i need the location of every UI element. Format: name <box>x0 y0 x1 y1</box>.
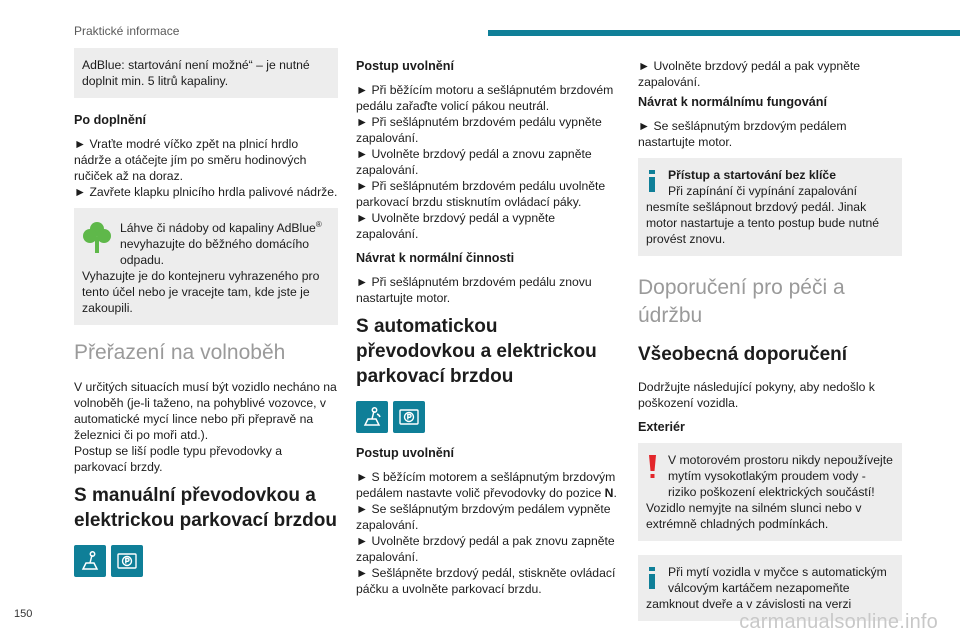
eco-text-2: nevyhazujte do běžného domácího odpadu. <box>120 237 310 268</box>
auto-icons <box>356 401 620 433</box>
release2-step-1-text: ► S běžícím motorem a sešlápnutým brzdovým pedálem nastavte volič převodovky do pozice <box>356 470 616 500</box>
neutral-text-1: V určitých situacích musí být vozidlo necháno na volnoběh (je-li taženo, na pohyblivé vozovce, v automatické mycí lince nebo při přepravě na železnici či po moři atd.). <box>74 380 337 443</box>
keyless-info-box <box>638 158 902 256</box>
gear-lever-icon <box>356 401 388 433</box>
adblue-notice-box: AdBlue: startování není možné“ – je nutné doplnit min. 5 litrů kapaliny. <box>74 48 338 98</box>
column-3 <box>638 48 902 635</box>
parking-brake-icon <box>393 401 425 433</box>
washing-warning-box <box>638 443 902 541</box>
leaf-eco-icon <box>82 219 112 259</box>
header-accent-bar <box>488 30 960 36</box>
exterior-heading: Exteriér <box>638 420 685 434</box>
info-icon <box>646 169 660 197</box>
release-procedure-heading: Postup uvolnění <box>356 59 454 73</box>
eco-text-3: Vyhazujte je do kontejneru vyhrazeného pro tento účel nebo je vracejte tam, kde jste je zakoupili. <box>82 269 320 316</box>
info-icon <box>646 566 660 594</box>
column-2 <box>356 48 620 605</box>
keyless-info-text: Při zapínání či vypínání zapalování nesmíte sešlápnout brzdový pedál. Jinak motor nastartuje a tento postup bude nutné provést znovu. <box>646 184 880 246</box>
eco-text-1: Láhve či nádoby od kapaliny AdBlue <box>120 221 316 236</box>
return-normal-heading-2: Návrat k normálnímu fungování <box>638 95 827 109</box>
parking-brake-icon <box>111 545 143 577</box>
release-step-1: ► Při běžícím motoru a sešlápnutém brzdovém pedálu zařaďte volicí pákou neutrál. <box>356 83 614 113</box>
release2-step-1-end: . <box>613 486 617 500</box>
neutral-position-letter: N <box>604 486 614 500</box>
general-recommendations-title: Všeobecná doporučení <box>638 344 848 365</box>
after-fill-step-1: ► Vraťte modré víčko zpět na plnicí hrdlo nádrže a otáčejte jím po směru hodinových ručiček až na doraz. <box>74 137 307 183</box>
neutral-text-2: Postup se liší podle typu převodovky a parkovací brzdy. <box>74 444 282 475</box>
care-section-title: Doporučení pro péči a údržbu <box>638 276 845 327</box>
watermark: carmanualsonline.info <box>739 611 938 633</box>
return-normal-step: ► Při sešlápnutém brzdovém pedálu znovu nastartujte motor. <box>356 275 592 305</box>
keyless-info-title: Přístup a startování bez klíče <box>668 168 836 182</box>
registered-mark: ® <box>315 220 322 229</box>
release-cont-step: ► Uvolněte brzdový pedál a pak vypněte zapalování. <box>638 59 861 89</box>
release-step-3: ► Uvolněte brzdový pedál a znovu zapněte zapalování. <box>356 147 592 177</box>
return-normal-heading: Návrat k normální činnosti <box>356 251 515 265</box>
release-step-5: ► Uvolněte brzdový pedál a vypněte zapalování. <box>356 211 556 241</box>
auto-gearbox-title: S automatickou převodovkou a elektrickou parkovací brzdou <box>356 316 597 387</box>
car-wash-info-text: Při mytí vozidla v myčce s automatickým válcovým kartáčem nezapomeňte zamknout dveře a v závislosti na verzi <box>646 565 887 611</box>
manual-icons <box>74 545 338 577</box>
release2-step-4: ► Sešlápněte brzdový pedál, stiskněte ovládací páčku a uvolněte parkovací brzdu. <box>356 566 616 596</box>
neutral-section-title: Přeřazení na volnoběh <box>74 341 286 365</box>
release2-step-3: ► Uvolněte brzdový pedál a pak znovu zapněte zapalování. <box>356 534 615 564</box>
release2-step-1 <box>356 469 620 501</box>
after-fill-step-2: ► Zavřete klapku plnicího hrdla palivové nádrže. <box>74 185 338 199</box>
warning-text-2: Vozidlo nemyjte na silném slunci nebo v extrémně chladných podmínkách. <box>646 501 862 531</box>
warning-text-1: V motorovém prostoru nikdy nepoužívejte mytím vysokotlakým proudem vody - riziko poškození elektrických součástí! <box>668 453 893 499</box>
release-procedure-heading-2: Postup uvolnění <box>356 446 454 460</box>
page-number: 150 <box>14 608 33 620</box>
page-header-title: Praktické informace <box>74 24 180 38</box>
release-step-2: ► Při sešlápnutém brzdovém pedálu vypněte zapalování. <box>356 115 602 145</box>
release2-step-2: ► Se sešlápnutým brzdovým pedálem vypněte zapalování. <box>356 502 611 532</box>
column-1 <box>74 48 338 589</box>
manual-gearbox-title: S manuální převodovkou a elektrickou parkovací brzdou <box>74 485 337 532</box>
after-fill-heading: Po doplnění <box>74 113 147 127</box>
release-step-4: ► Při sešlápnutém brzdovém pedálu uvolněte parkovací brzdu stisknutím ovládací páky. <box>356 179 606 209</box>
warning-exclamation-icon <box>646 454 660 484</box>
return-normal-step-2: ► Se sešlápnutým brzdovým pedálem nastartujte motor. <box>638 119 847 149</box>
eco-recycle-box <box>74 208 338 325</box>
gear-lever-icon <box>74 545 106 577</box>
general-recommendations-text: Dodržujte následující pokyny, aby nedošlo k poškození vozidla. <box>638 380 875 410</box>
